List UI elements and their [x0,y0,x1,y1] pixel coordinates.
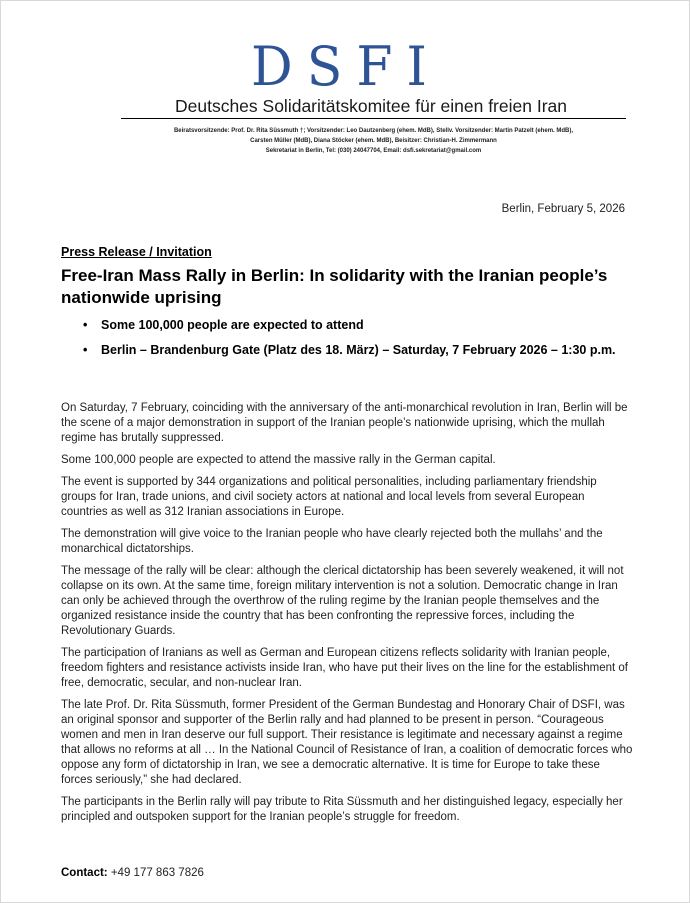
release-date: Berlin, February 5, 2026 [501,203,625,215]
body-paragraph: The participation of Iranians as well as German and European citizens reflects solidarity with Iranian people, freedom fighters and resistance activists inside Iran, who have put their lives on the line for the establishment of free, democratic, secular, and non-nuclear Iran. [61,647,628,689]
organization-name: Deutsches Solidaritätskomitee für einen freien Iran [174,96,567,116]
release-type-label: Press Release / Invitation [61,245,212,259]
body-paragraph: The late Prof. Dr. Rita Süssmuth, former President of the German Bundestag and Honorary Chair of DSFI, was an original sponsor and supporter of the Berlin rally and had planned to be present in person. “Courageous women and men in Iran deserve our full support. Their resistance is legitimate and necessary against a regime that allows no reforms at all … In the National Council of Resistance of Iran, a coalition of democratic forces who oppose any form of dictatorship in Iran, we see a democratic alternative. It is time for Europe to take these forces seriously,” she had declared. [61,699,633,786]
body-paragraph: The participants in the Berlin rally will pay tribute to Rita Süssmuth and her distinguished legacy, especially her principled and outspoken support for the Iranian people’s struggle for freedom. [61,796,623,823]
key-fact-location-time: • Berlin – Brandenburg Gate (Platz des 18. März) – Saturday, 7 February 2026 – 1:30 p.m. [61,342,631,359]
key-fact-attendance: • Some 100,000 people are expected to attend [61,317,631,334]
dsfi-logo: DSFI [251,35,441,99]
key-facts-list [61,317,631,367]
release-body [61,401,633,832]
contact-line [61,867,204,879]
body-paragraph: On Saturday, 7 February, coinciding with the anniversary of the anti-monarchical revolution in Iran, Berlin will be the scene of a major demonstration in support of the Iranian people’s nationwide uprising, which the mullah regime has brutally suppressed. [61,402,628,444]
body-paragraph: The message of the rally will be clear: although the clerical dictatorship has been severely weakened, it will not collapse on its own. At the same time, foreign military intervention is not a solution. Democratic change in Iran can only be achieved through the overthrow of the ruling regime by the Iranian people themselves and the organized resistance inside the country that has been confronting the repressive forces, including the Revolutionary Guards. [61,565,624,637]
board-members-line-2: Carsten Müller (MdB), Diana Stöcker (ehem. MdB), Beisitzer: Christian-H. Zimmermann [250,138,497,144]
contact-label: Contact: [61,867,108,879]
letterhead-divider [121,118,626,119]
secretariat-contact: Sekretariat in Berlin, Tel: (030) 24047704, Email: dsfi.sekretariat@gmail.com [265,148,482,154]
body-paragraph: Some 100,000 people are expected to attend the massive rally in the German capital. [61,454,496,466]
release-title: Free-Iran Mass Rally in Berlin: In solidarity with the Iranian people’s nationwide uprising [61,266,608,307]
board-members-line-1: Beiratsvorsitzende: Prof. Dr. Rita Süssmuth †; Vorsitzender: Leo Dautzenberg (ehem. MdB), Stellv. Vorsitzender: Martin Patzelt (ehem. MdB), [173,128,574,134]
body-paragraph: The event is supported by 344 organizations and political personalities, including parliamentary friendship groups for Iran, trade unions, and civil society actors at national and local levels from several European countries as well as 312 Iranian associations in Europe. [61,476,597,518]
contact-phone: +49 177 863 7826 [110,867,204,879]
body-paragraph: The demonstration will give voice to the Iranian people who have clearly rejected both the mullahs’ and the monarchical dictatorships. [61,528,603,555]
